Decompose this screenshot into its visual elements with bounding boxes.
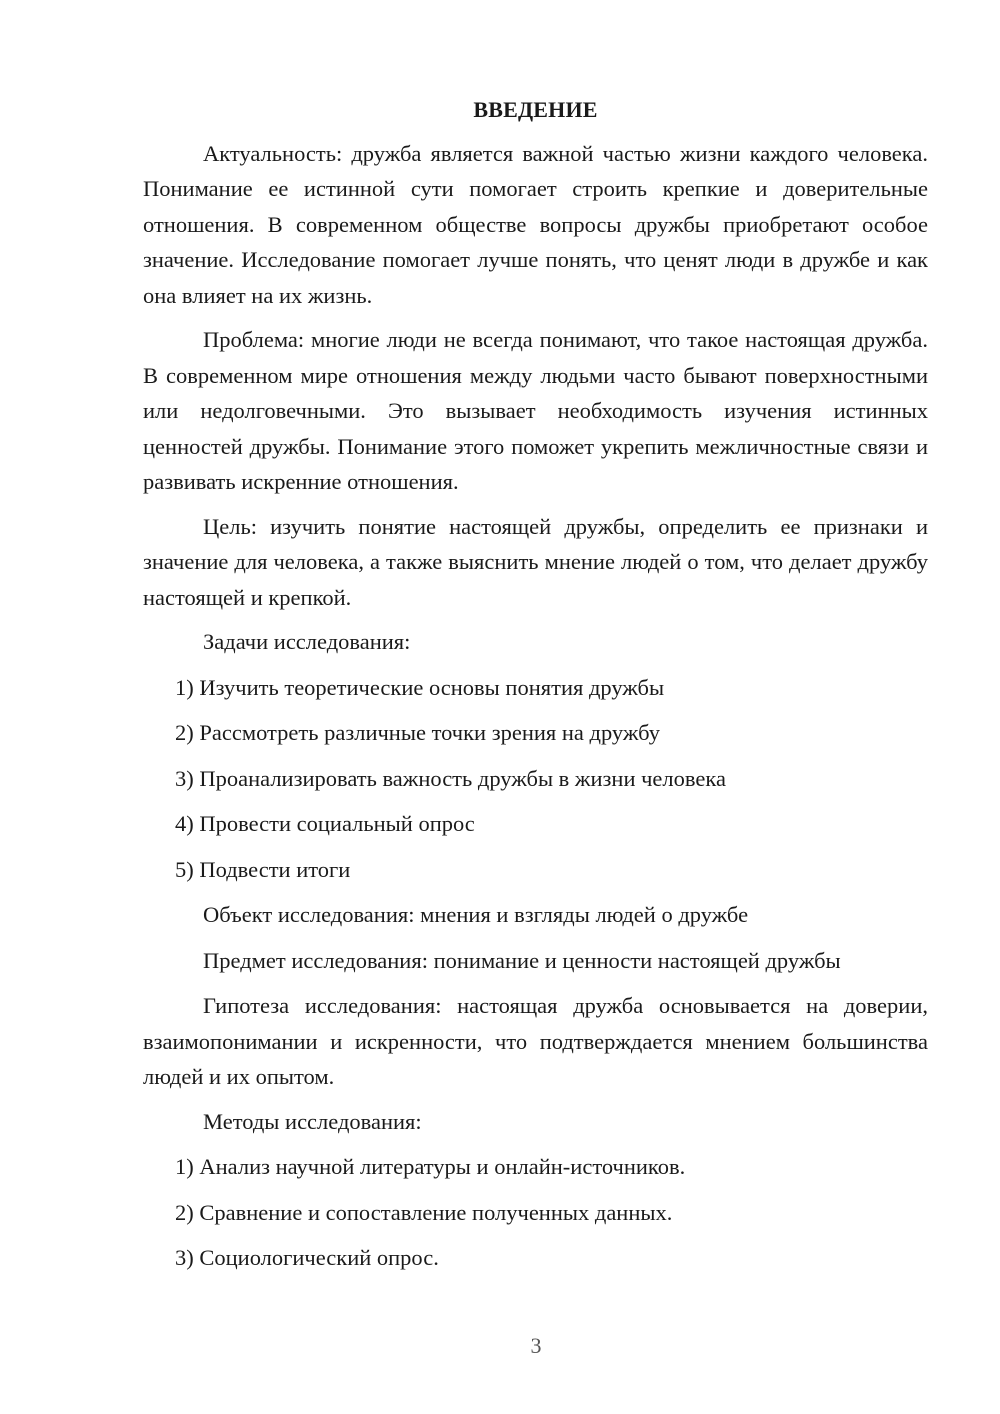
list-item: 2) Сравнение и сопоставление полученных данных. [175, 1199, 673, 1225]
methods-heading: Методы исследования: [203, 1108, 422, 1134]
goal-paragraph: Цель: изучить понятие настоящей дружбы, определить ее признаки и значение для человека, а также выяснить мнение людей о том, что делает дружбу настоящей и крепкой. [143, 513, 928, 610]
list-item: 1) Анализ научной литературы и онлайн-источников. [175, 1154, 686, 1179]
relevance-paragraph: Актуальность: дружба является важной частью жизни каждого человека. Понимание ее истинной сути помогает строить крепкие и доверительные отношения. В современном обществе вопросы дружбы приобретают особое значение. Исследование помогает лучше понять, что ценят люди в дружбе и как она влияет на их жизнь. [143, 140, 928, 308]
object-line: Объект исследования: мнения и взгляды людей о дружбе [203, 902, 749, 927]
document-body [143, 92, 928, 1286]
list-item: 5) Подвести итоги [175, 856, 351, 882]
list-item: 3) Проанализировать важность дружбы в жизни человека [175, 765, 726, 791]
problem-paragraph: Проблема: многие люди не всегда понимают, что такое настоящая дружба. В современном мире отношения между людьми часто бывают поверхностными или недолговечными. Это вызывает необходимость изучения истинных ценностей дружбы. Понимание этого поможет укрепить межличностные связи и развивать искренние отношения. [143, 327, 928, 494]
list-item: 4) Провести социальный опрос [175, 811, 475, 836]
list-item: 2) Рассмотреть различные точки зрения на дружбу [175, 720, 660, 745]
list-item: 1) Изучить теоретические основы понятия дружбы [175, 674, 665, 700]
methods-list [143, 1149, 928, 1276]
section-title: ВВЕДЕНИЕ [473, 97, 598, 122]
page-number: 3 [530, 1333, 542, 1358]
tasks-heading: Задачи исследования: [203, 629, 411, 654]
subject-line: Предмет исследования: понимание и ценности настоящей дружбы [203, 947, 841, 973]
list-item: 3) Социологический опрос. [175, 1245, 439, 1270]
tasks-list [143, 670, 928, 888]
hypothesis-paragraph: Гипотеза исследования: настоящая дружба основывается на доверии, взаимопонимании и искренности, что подтверждается мнением большинства людей и их опытом. [143, 993, 928, 1089]
